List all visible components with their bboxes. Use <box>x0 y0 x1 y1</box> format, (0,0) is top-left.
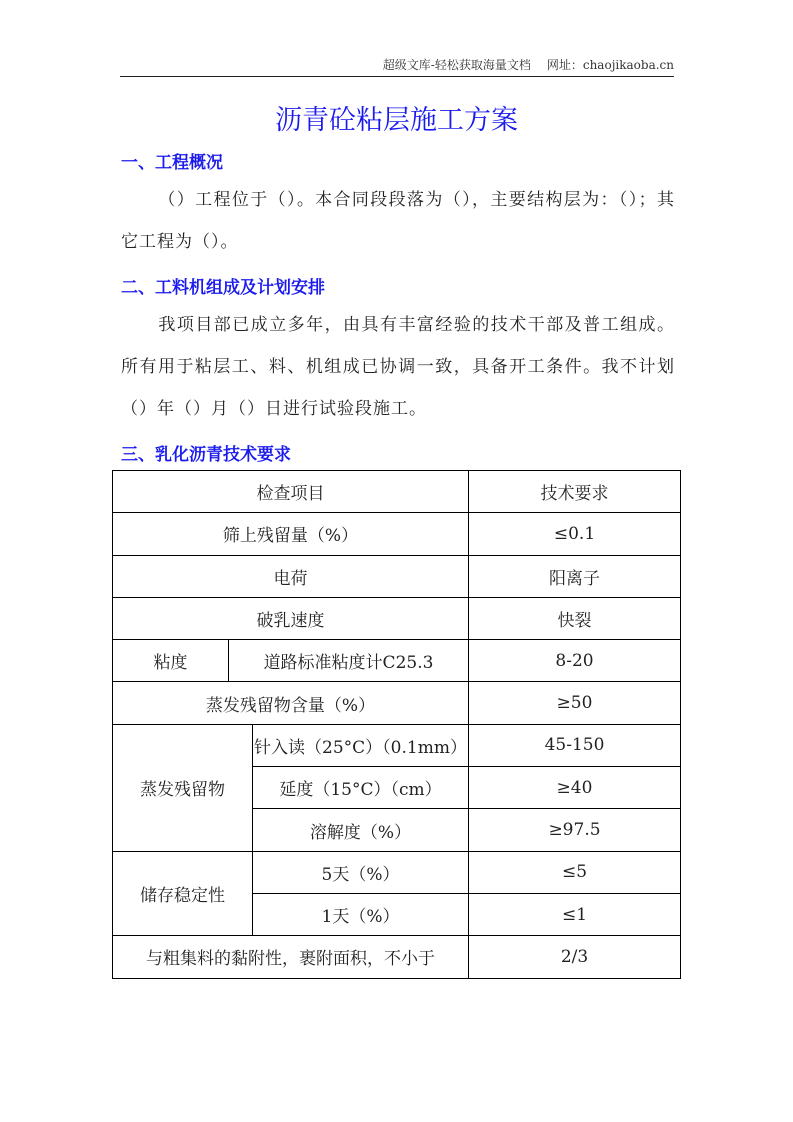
page-header <box>120 56 674 77</box>
table-row <box>113 936 681 978</box>
table-row <box>113 851 681 893</box>
table-cell: 45-150 <box>469 724 681 766</box>
section-heading-3: 三、乳化沥青技术要求 <box>121 445 291 465</box>
table-row <box>113 597 681 639</box>
table-cell: 破乳速度 <box>113 597 469 639</box>
table-cell: 蒸发残留物含量（%） <box>113 682 469 724</box>
header-left: 超级文库-轻松获取海量文档 <box>382 58 531 72</box>
table-row <box>113 724 681 766</box>
table-row <box>113 513 681 555</box>
table-row <box>113 555 681 597</box>
section-heading-1: 一、工程概况 <box>121 153 223 173</box>
table-cell: 蒸发残留物 <box>113 724 253 851</box>
table-cell: 2/3 <box>469 936 681 978</box>
table-cell: 1天（%） <box>253 893 469 935</box>
table-cell: 溶解度（%） <box>253 809 469 851</box>
table-cell: 快裂 <box>469 597 681 639</box>
table-cell: 5天（%） <box>253 851 469 893</box>
table-cell: ≥40 <box>469 767 681 809</box>
table-cell: 阳离子 <box>469 555 681 597</box>
table-row <box>113 471 681 513</box>
table-row <box>113 682 681 724</box>
table-cell: 储存稳定性 <box>113 851 253 936</box>
table-cell: 针入读（25°C）（0.1mm） <box>253 724 469 766</box>
table-header-cell: 技术要求 <box>469 471 681 513</box>
table-cell: ≥97.5 <box>469 809 681 851</box>
section-heading-2: 二、工料机组成及计划安排 <box>121 278 325 298</box>
section-1-text: （）工程位于（）。本合同段段落为（），主要结构层为：（）；其它工程为（）。 <box>121 190 675 252</box>
table-cell: 与粗集料的黏附性，裹附面积，不小于 <box>113 936 469 978</box>
table-cell: 延度（15°C）（cm） <box>253 767 469 809</box>
table-cell: 电荷 <box>113 555 469 597</box>
table-cell: 粘度 <box>113 640 229 682</box>
table-header-cell: 检查项目 <box>113 471 469 513</box>
header-url: 网址：chaojikaoba.cn <box>546 58 674 72</box>
spec-table <box>112 470 681 979</box>
table-cell: ≥50 <box>469 682 681 724</box>
table-cell: ≤0.1 <box>469 513 681 555</box>
table-cell: 8-20 <box>469 640 681 682</box>
table-row <box>113 640 681 682</box>
table-cell: 筛上残留量（%） <box>113 513 469 555</box>
section-2-text: 我项目部已成立多年，由具有丰富经验的技术干部及普工组成。所有用于粘层工、料、机组成已协调一致，具备开工条件。我不计划（）年（）月（）日进行试验段施工。 <box>121 315 675 419</box>
table-cell: ≤5 <box>469 851 681 893</box>
table-cell: ≤1 <box>469 893 681 935</box>
table-cell: 道路标准粘度计C25.3 <box>229 640 469 682</box>
document-title: 沥青砼粘层施工方案 <box>275 105 518 136</box>
